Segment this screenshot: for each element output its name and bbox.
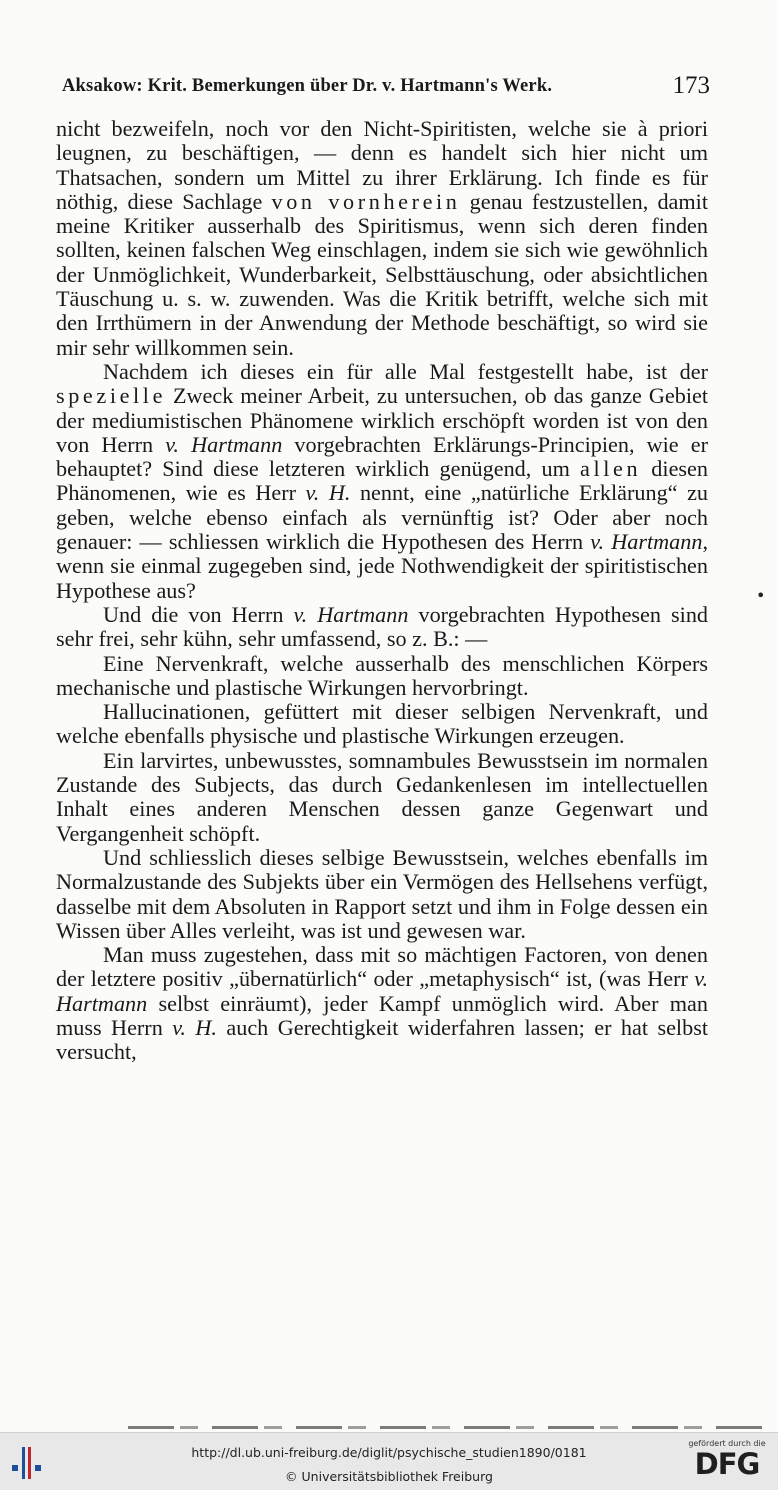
running-head: Aksakow: Krit. Bemerkungen über Dr. v. Hartmann's Werk. xyxy=(62,76,553,96)
paragraph-7: Und schliesslich dieses selbige Bewusstsein, welches ebenfalls im Normalzustande des Subjekts über ein Vermögen des Hellsehens verfügt, dasselbe mit dem Absoluten in Rapport setzt und ihm in Folge dessen ein Wissen über Alles verleiht, was ist und gewesen war. xyxy=(56,844,708,943)
text-run: , wenn sie einmal zugegeben sind, jede Nothwendigkeit der spiritistischen Hypothese aus? xyxy=(56,529,708,603)
margin-mark: • xyxy=(756,586,766,605)
text-run: genau festzustellen, damit meine Kritiker ausserhalb des Spiritismus, wenn sich deren finden sollten, keinen falschen Weg einschlagen, indem sie sich wie gewöhnlich der Unmöglichkeit, Wunderbarkeit, Selbsttäuschung, oder absichtlichen Täuschung u. s. w. zuwenden. Was die Kritik betrifft, welche sich mit den Irrthümern in der Anwendung der Methode beschäftigt, so wird sie mir sehr willkommen sein. xyxy=(56,188,708,360)
page-number: 173 xyxy=(672,72,710,99)
source-url-link[interactable]: http://dl.ub.uni-freiburg.de/diglit/psychische_studien1890/0181 xyxy=(191,1445,587,1460)
text-run: Zweck meiner Arbeit, zu untersuchen, ob das ganze Gebiet der mediumistischen Phänomene wirklich erschöpft worden ist von den von Herrn xyxy=(56,383,708,457)
spaced-emphasis: von vornherein xyxy=(271,188,461,214)
body-text xyxy=(56,117,708,1065)
scan-edge-line xyxy=(128,1426,768,1429)
copyright-notice: © Universitätsbibliothek Freiburg xyxy=(285,1469,493,1484)
page-header xyxy=(54,70,714,104)
funding-note: gefördert durch die xyxy=(688,1439,766,1448)
text-run: vorgebrachten Erklärungs-Principien, wie er behauptet? Sind diese letzteren wirklich genügend, um xyxy=(56,431,708,482)
paragraph-3 xyxy=(56,603,708,652)
text-run: nennt, eine „natürliche Erklärung“ zu geben, welche ebenso einfach als vernünftig ist? Oder aber noch genauer: — schliessen wirklich die Hypothesen des Herrn xyxy=(56,480,709,555)
paragraph-5: Hallucinationen, gefüttert mit dieser selbigen Nervenkraft, und welche ebenfalls physische und plastische Wirkungen erzeugen. xyxy=(56,699,708,749)
spaced-emphasis: spezielle xyxy=(56,383,167,409)
italic-name: v. Hartmann xyxy=(293,601,409,627)
italic-name: v. H. xyxy=(305,480,351,506)
italic-name: v. Hartmann xyxy=(590,529,703,555)
text-run: vorgebrachten Hypothesen sind sehr frei, sehr kühn, sehr umfassend, so z. B.: — xyxy=(56,601,709,652)
paragraph-2 xyxy=(56,360,708,603)
italic-name: v. Hartmann xyxy=(165,431,283,457)
text-run: auch Gerechtigkeit widerfahren lassen; er hat selbst versucht, xyxy=(56,1014,708,1065)
text-run: Nachdem ich dieses ein für alle Mal festgestellt habe, ist der xyxy=(103,358,708,384)
dfg-logo-icon: DFG xyxy=(694,1447,760,1481)
text-run: Und die von Herrn xyxy=(103,601,294,627)
text-run: Man muss zugestehen, dass mit so mächtigen Factoren, von denen der letztere positiv „übernatürlich“ oder „metaphysisch“ ist, (was Herr xyxy=(56,942,708,992)
italic-name: v. H. xyxy=(172,1014,217,1040)
paragraph-8 xyxy=(56,943,708,1064)
paragraph-1 xyxy=(56,117,708,360)
text-run: selbst einräumt), jeder Kampf unmöglich wird. Aber man muss Herrn xyxy=(56,990,708,1040)
paragraph-4: Eine Nervenkraft, welche ausserhalb des menschlichen Körpers mechanische und plastische Wirkungen hervorbringt. xyxy=(56,650,708,700)
italic-name: v. Hartmann xyxy=(56,966,708,1016)
dfg-funding-badge[interactable] xyxy=(686,1439,768,1480)
viewer-footer xyxy=(0,1432,778,1490)
text-run: nicht bezweifeln, noch vor den Nicht-Spiritisten, welche sie à priori leugnen, zu beschäftigen, — denn es handelt sich hier nicht um Thatsachen, sondern um Mittel zu ihrer Erklärung. Ich finde es für nöthig, diese Sachlage xyxy=(56,116,708,214)
spaced-emphasis: allen xyxy=(580,456,642,482)
text-run: diesen Phänomenen, wie es Herr xyxy=(56,456,708,506)
paragraph-6: Ein larvirtes, unbewusstes, somnambules Bewusstsein im normalen Zustande des Subjects, das durch Gedankenlesen im intellectuellen Inhalt eines anderen Menschen dessen ganze Gegenwart und Vergangenheit schöpft. xyxy=(56,747,708,846)
